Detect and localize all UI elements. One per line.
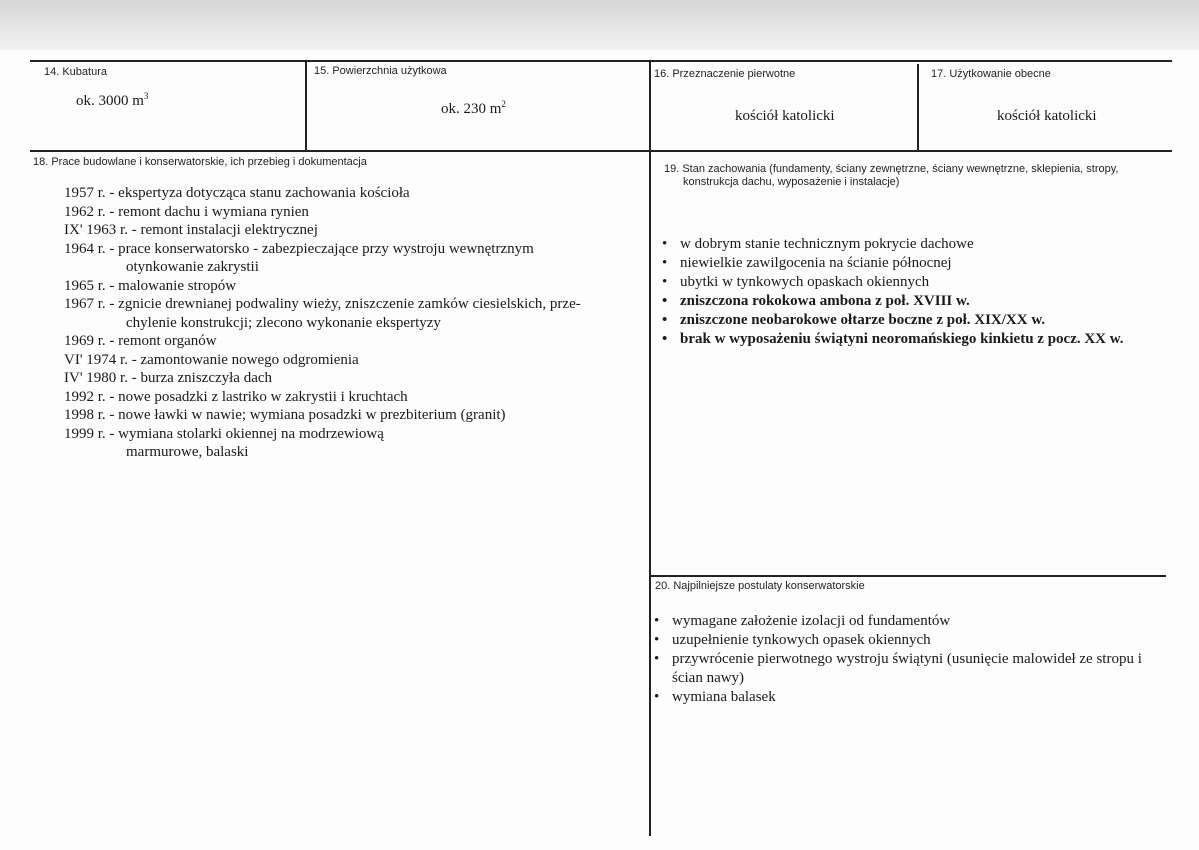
entry-text: VI' 1974 r. - zamontowanie nowego odgromienia	[64, 351, 359, 368]
entry-text: 1957 r. - ekspertyza dotycząca stanu zachowania kościoła	[64, 185, 410, 201]
list-item	[660, 254, 1152, 273]
item-text: ubytki w tynkowych opaskach okiennych	[680, 274, 930, 290]
list-item	[64, 221, 624, 240]
uzytkowanie-label: 17. Użytkowanie obecne	[931, 68, 1051, 80]
entry-text: 1964 r. - prace konserwatorsko - zabezpieczające przy wystroju wewnętrznym	[64, 240, 534, 257]
postulaty-list	[652, 612, 1164, 707]
kubatura-value	[76, 91, 148, 110]
list-item	[64, 369, 624, 388]
bullet-icon: •	[654, 632, 660, 648]
list-item	[660, 273, 1152, 292]
list-item	[64, 332, 624, 351]
scan-top-edge	[0, 0, 1199, 50]
entry-text: 1992 r. - nowe posadzki z lastriko w zakrystii i kruchtach	[64, 388, 408, 405]
bullet-icon: •	[662, 255, 668, 271]
list-item	[652, 688, 1164, 707]
entry-text: 1998 r. - nowe ławki w nawie; wymiana posadzki w prezbiterium (granit)	[64, 407, 506, 423]
entry-text: IV' 1980 r. - burza zniszczyła dach	[64, 370, 273, 386]
list-item	[64, 277, 624, 296]
top-border	[30, 60, 1172, 62]
bullet-icon: •	[662, 236, 668, 252]
kubatura-label: 14. Kubatura	[44, 66, 107, 78]
kubatura-unit-exponent: 3	[143, 91, 149, 101]
bullet-icon: •	[662, 293, 668, 309]
list-item	[652, 612, 1164, 631]
stan-list	[660, 235, 1152, 349]
item-text: brak w wyposażeniu świątyni neoromańskiego kinkietu z pocz. XX w.	[680, 331, 1124, 347]
item-text: niewielkie zawilgocenia na ścianie północnej	[680, 255, 952, 271]
uzytkowanie-value: kościół katolicki	[997, 108, 1097, 124]
list-item	[64, 425, 624, 462]
list-item	[64, 240, 624, 277]
powierzchnia-value	[441, 99, 506, 118]
item-text: w dobrym stanie technicznym pokrycie dachowe	[680, 236, 974, 252]
entry-continuation: marmurowe, balaski	[126, 444, 249, 460]
list-item	[64, 203, 624, 222]
divider-16-17	[917, 64, 919, 152]
bullet-icon: •	[662, 274, 668, 290]
stan-label-line2: konstrukcja dachu, wyposażenie i instalacje)	[683, 176, 900, 188]
list-item	[660, 235, 1152, 254]
prace-list	[64, 184, 624, 462]
bullet-icon: •	[654, 651, 660, 667]
powierzchnia-label: 15. Powierzchnia użytkowa	[314, 65, 447, 77]
list-item	[64, 406, 624, 425]
entry-continuation: chylenie konstrukcji; zlecono wykonanie ekspertyzy	[126, 314, 441, 331]
list-item	[64, 295, 624, 332]
list-item	[660, 330, 1152, 349]
divider-14-15	[305, 60, 307, 152]
powierzchnia-unit-exponent: 2	[501, 99, 506, 109]
item-text: zniszczone neobarokowe ołtarze boczne z poł. XIX/XX w.	[680, 312, 1046, 328]
entry-text: 1965 r. - malowanie stropów	[64, 277, 237, 294]
list-item	[652, 650, 1164, 688]
powierzchnia-value-text: ok. 230 m	[441, 101, 502, 117]
list-item	[660, 311, 1152, 330]
list-item	[64, 184, 624, 203]
entry-text: 1999 r. - wymiana stolarki okiennej na modrzewiową	[64, 425, 384, 442]
przeznaczenie-label: 16. Przeznaczenie pierwotne	[654, 68, 796, 80]
entry-text: IX' 1963 r. - remont instalacji elektrycznej	[64, 222, 318, 238]
item-text: zniszczona rokokowa ambona z poł. XVIII w.	[680, 293, 970, 309]
sec20-top-border	[651, 575, 1166, 577]
item-text: wymagane założenie izolacji od fundamentów	[672, 613, 951, 629]
item-text: przywrócenie pierwotnego wystroju świątyni (usunięcie malowideł ze stropu i ścian nawy)	[672, 651, 1142, 686]
postulaty-label: 20. Najpilniejsze postulaty konserwatorskie	[655, 580, 865, 592]
row1-bottom-border	[30, 150, 1172, 152]
entry-continuation: otynkowanie zakrystii	[126, 259, 259, 275]
divider-main	[649, 60, 651, 836]
bullet-icon: •	[654, 689, 660, 705]
przeznaczenie-value: kościół katolicki	[735, 108, 835, 124]
stan-label-line1: 19. Stan zachowania (fundamenty, ściany zewnętrzne, ściany wewnętrzne, sklepienia, stropy,	[664, 163, 1119, 175]
list-item	[64, 351, 624, 370]
kubatura-value-text: ok. 3000 m	[76, 93, 144, 109]
list-item	[64, 388, 624, 407]
bullet-icon: •	[662, 312, 668, 328]
bullet-icon: •	[662, 331, 668, 347]
bullet-icon: •	[654, 613, 660, 629]
entry-text: 1962 r. - remont dachu i wymiana rynien	[64, 203, 309, 220]
entry-text: 1969 r. - remont organów	[64, 333, 217, 349]
prace-label: 18. Prace budowlane i konserwatorskie, ich przebieg i dokumentacja	[33, 156, 367, 168]
list-item	[660, 292, 1152, 311]
entry-text: 1967 r. - zgnicie drewnianej podwaliny wieży, zniszczenie zamków ciesielskich, prze-	[64, 296, 581, 312]
list-item	[652, 631, 1164, 650]
item-text: wymiana balasek	[672, 689, 776, 705]
item-text: uzupełnienie tynkowych opasek okiennych	[672, 632, 931, 648]
